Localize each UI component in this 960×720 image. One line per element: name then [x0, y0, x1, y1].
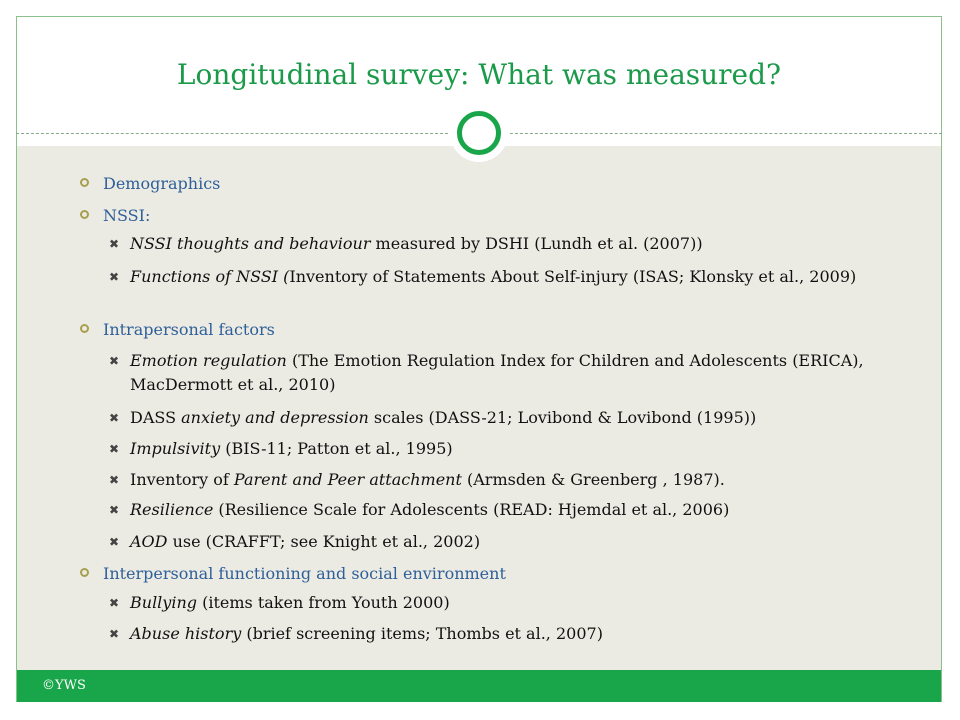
list-item: ✖ NSSI thoughts and behaviour measured by DSHI (Lundh et al. (2007)) [130, 232, 930, 256]
ring-bullet-icon [80, 210, 89, 219]
x-bullet-icon: ✖ [109, 473, 120, 487]
list-item: ✖ Emotion regulation (The Emotion Regulation Index for Children and Adolescents (ERICA), MacDermott et al., 2010) [109, 351, 864, 394]
x-bullet-icon: ✖ [109, 354, 120, 368]
section-heading-nssi: NSSI: [103, 206, 150, 225]
list-item: ✖ Bullying (items taken from Youth 2000) [130, 591, 930, 615]
slide-title: Longitudinal survey: What was measured? [176, 58, 782, 91]
x-bullet-icon: ✖ [109, 535, 120, 549]
x-bullet-icon: ✖ [109, 627, 120, 641]
footer-copyright: ©YWS [42, 678, 86, 693]
x-bullet-icon: ✖ [109, 270, 120, 284]
ring-bullet-icon [80, 324, 89, 333]
list-item: ✖ AOD use (CRAFFT; see Knight et al., 2002) [130, 530, 930, 554]
list-item: ✖ Resilience (Resilience Scale for Adolescents (READ: Hjemdal et al., 2006) [130, 498, 930, 522]
x-bullet-icon: ✖ [109, 596, 120, 610]
list-item: ✖ Inventory of Parent and Peer attachment (Armsden & Greenberg , 1987). [130, 468, 930, 492]
section-heading-demographics: Demographics [103, 174, 220, 193]
circle-ring-icon [457, 111, 501, 155]
list-item: ✖ Impulsivity (BIS-11; Patton et al., 1995) [130, 437, 930, 461]
section-heading-intrapersonal: Intrapersonal factors [103, 320, 275, 339]
x-bullet-icon: ✖ [109, 503, 120, 517]
ring-bullet-icon [80, 568, 89, 577]
list-item: ✖ Abuse history (brief screening items; Thombs et al., 2007) [130, 622, 930, 646]
x-bullet-icon: ✖ [109, 237, 120, 251]
list-item: ✖ Functions of NSSI (Inventory of Statements About Self-injury (ISAS; Klonsky et al., 2009) [130, 265, 930, 289]
x-bullet-icon: ✖ [109, 442, 120, 456]
footer-bar [17, 670, 941, 702]
list-item: ✖ DASS anxiety and depression scales (DASS-21; Lovibond & Lovibond (1995)) [130, 406, 930, 430]
ring-bullet-icon [80, 178, 89, 187]
x-bullet-icon: ✖ [109, 411, 120, 425]
section-heading-interpersonal: Interpersonal functioning and social environment [103, 564, 506, 583]
